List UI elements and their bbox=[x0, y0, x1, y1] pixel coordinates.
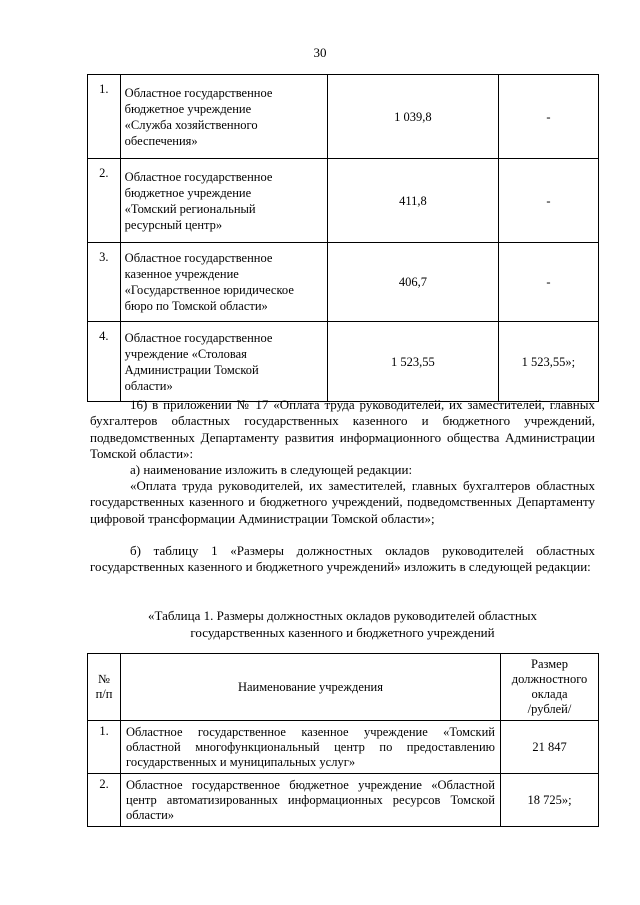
row-number: 3. bbox=[88, 243, 121, 322]
value2-cell: - bbox=[498, 243, 598, 322]
table-row bbox=[88, 159, 599, 243]
paragraph-16: 16) в приложении № 17 «Оплата труда руководителей, их заместителей, главных бухгалтеров областных государственных казенного и бюджетного учреждений, подведомственных Департаменту развития информационного общества Администрации Томской области»: bbox=[90, 397, 595, 462]
salary-table bbox=[87, 653, 599, 827]
institution-name: Областное государственное бюджетное учреждение «Томский региональный ресурсный центр» bbox=[120, 159, 327, 243]
institution-name: Областное государственное казенное учреждение «Томский областной многофункциональный центр по предоставлению государственных и муниципальных услуг» bbox=[121, 721, 501, 774]
page-number: 30 bbox=[313, 45, 327, 60]
value-cell: 411,8 bbox=[328, 159, 499, 243]
value-cell: 1 039,8 bbox=[328, 75, 499, 159]
paragraph-b: б) таблицу 1 «Размеры должностных окладов руководителей областных государственных казенного и бюджетного учреждений» изложить в следующей редакции: bbox=[90, 543, 595, 575]
salary-value: 18 725»; bbox=[501, 774, 599, 827]
table-row bbox=[88, 75, 599, 159]
value2-cell: - bbox=[498, 75, 598, 159]
table-row bbox=[88, 774, 599, 827]
name-header: Наименование учреждения bbox=[121, 654, 501, 721]
table-header-row bbox=[88, 654, 599, 721]
row-number: 2. bbox=[88, 774, 121, 827]
value-cell: 406,7 bbox=[328, 243, 499, 322]
table-row bbox=[88, 721, 599, 774]
row-number: 2. bbox=[88, 159, 121, 243]
institution-name: Областное государственное учреждение «Столовая Администрации Томской области» bbox=[120, 322, 327, 402]
row-number: 1. bbox=[88, 721, 121, 774]
salary-value: 21 847 bbox=[501, 721, 599, 774]
institution-name: Областное государственное казенное учреждение «Государственное юридическое бюро по Томской области» bbox=[120, 243, 327, 322]
institutions-table-continued bbox=[87, 74, 599, 402]
paragraph-a: а) наименование изложить в следующей редакции: bbox=[130, 462, 413, 477]
value2-cell: 1 523,55»; bbox=[498, 322, 598, 402]
paragraph-quote: «Оплата труда руководителей, их заместителей, главных бухгалтеров областных государственных казенного и бюджетного учреждений, подведомственных Департаменту цифровой трансформации Администрации Томской области»; bbox=[90, 478, 595, 526]
num-header: № п/п bbox=[88, 654, 121, 721]
value-cell: 1 523,55 bbox=[328, 322, 499, 402]
institution-name: Областное государственное бюджетное учреждение «Областной центр автоматизированных информационных ресурсов Томской области» bbox=[121, 774, 501, 827]
table-row bbox=[88, 243, 599, 322]
value2-cell: - bbox=[498, 159, 598, 243]
table-caption: «Таблица 1. Размеры должностных окладов руководителей областных государственных казенного и бюджетного учреждений bbox=[147, 608, 538, 640]
table-row bbox=[88, 322, 599, 402]
size-header: Размер должностного оклада /рублей/ bbox=[501, 654, 599, 721]
institution-name: Областное государственное бюджетное учреждение «Служба хозяйственного обеспечения» bbox=[120, 75, 327, 159]
row-number: 4. bbox=[88, 322, 121, 402]
row-number: 1. bbox=[88, 75, 121, 159]
